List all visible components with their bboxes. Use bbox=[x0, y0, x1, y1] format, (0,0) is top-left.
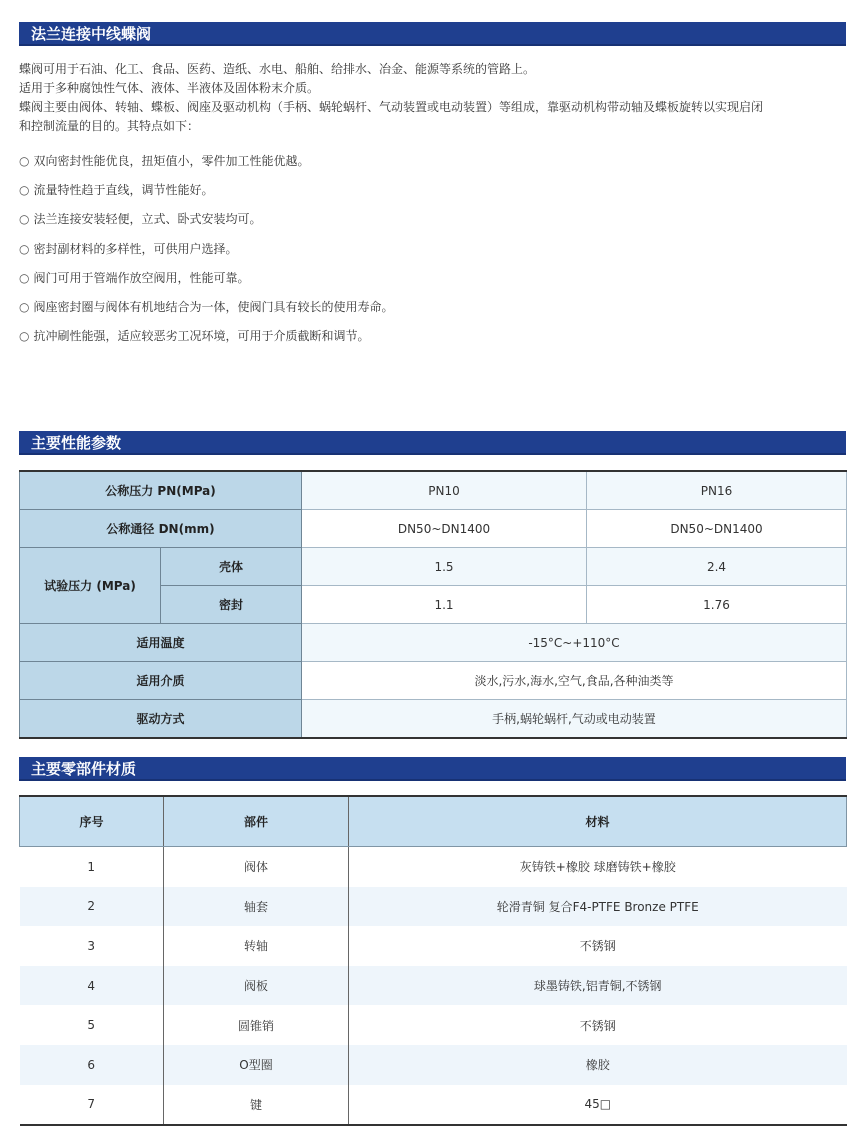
section-title-materials: 主要零部件材质 bbox=[19, 757, 846, 781]
row-part: 圆锥销 bbox=[164, 1005, 349, 1045]
intro-line: 蝶阀可用于石油、化工、食品、医药、造纸、水电、船舶、给排水、冶金、能源等系统的管路上。 bbox=[19, 62, 536, 76]
bullet-circle-icon: ○ bbox=[19, 212, 30, 227]
bullet-circle-icon: ○ bbox=[19, 154, 30, 168]
table-header-row bbox=[20, 796, 847, 847]
row-no: 1 bbox=[20, 847, 164, 887]
test-pressure-label: 试验压力 (MPa) bbox=[20, 548, 161, 624]
row-material: 灰铸铁+橡胶 球磨铸铁+橡胶 bbox=[349, 847, 847, 887]
row-part: 阀板 bbox=[164, 966, 349, 1006]
row-material: 轮滑青铜 复合F4-PTFE Bronze PTFE bbox=[349, 887, 847, 927]
feature-text: 流量特性趋于直线，调节性能好。 bbox=[33, 183, 214, 198]
table-row bbox=[20, 624, 847, 662]
dn-pn10-cell: DN50~DN1400 bbox=[302, 510, 587, 548]
row-part: 轴套 bbox=[164, 887, 349, 927]
row-part: O型圈 bbox=[164, 1045, 349, 1085]
row-material: 不锈钢 bbox=[349, 926, 847, 966]
medium-value: 淡水,污水,海水,空气,食品,各种油类等 bbox=[302, 662, 847, 700]
row-part: 阀体 bbox=[164, 847, 349, 887]
bullet-circle-icon: ○ bbox=[19, 270, 30, 285]
nominal-diameter-label: 公称通径 DN(mm) bbox=[20, 510, 302, 548]
table-row bbox=[20, 966, 847, 1006]
shell-label: 壳体 bbox=[161, 548, 302, 586]
feature-text: 密封副材料的多样性，可供用户选择。 bbox=[33, 241, 238, 256]
bullet-circle-icon: ○ bbox=[19, 329, 30, 344]
row-no: 2 bbox=[20, 887, 164, 927]
row-no: 7 bbox=[20, 1085, 164, 1126]
row-material: 橡胶 bbox=[349, 1045, 847, 1085]
seal-label: 密封 bbox=[161, 586, 302, 624]
row-part: 转轴 bbox=[164, 926, 349, 966]
bullet-circle-icon: ○ bbox=[19, 241, 30, 256]
pn16-cell: PN16 bbox=[587, 471, 847, 510]
bullet-circle-icon: ○ bbox=[19, 299, 30, 314]
column-header-part: 部件 bbox=[164, 796, 349, 847]
intro-line: 和控制流量的目的。其特点如下： bbox=[19, 119, 200, 133]
feature-item bbox=[19, 298, 849, 327]
row-part: 键 bbox=[164, 1085, 349, 1126]
seal-pn16-cell: 1.76 bbox=[587, 586, 847, 624]
bullet-circle-icon: ○ bbox=[19, 183, 30, 198]
table-row bbox=[20, 887, 847, 927]
shell-pn10-cell: 1.5 bbox=[302, 548, 587, 586]
drive-label: 驱动方式 bbox=[20, 700, 302, 739]
table-row bbox=[20, 471, 847, 510]
nominal-pressure-label: 公称压力 PN(MPa) bbox=[20, 471, 302, 510]
feature-item bbox=[19, 210, 849, 239]
seal-pn10-cell: 1.1 bbox=[302, 586, 587, 624]
intro-line: 适用于多种腐蚀性气体、液体、半液体及固体粉末介质。 bbox=[19, 81, 320, 95]
feature-text: 阀门可用于管端作放空阀用，性能可靠。 bbox=[33, 270, 250, 285]
feature-text: 双向密封性能优良，扭矩值小，零件加工性能优越。 bbox=[33, 154, 310, 168]
feature-list bbox=[19, 152, 849, 356]
feature-text: 抗冲刷性能强，适应较恶劣工况环境，可用于介质截断和调节。 bbox=[33, 329, 370, 344]
row-material: 不锈钢 bbox=[349, 1005, 847, 1045]
intro-text bbox=[19, 60, 849, 136]
table-row bbox=[20, 662, 847, 700]
section-title-performance: 主要性能参数 bbox=[19, 431, 846, 455]
feature-item bbox=[19, 240, 849, 269]
feature-text: 法兰连接安装轻便，立式、卧式安装均可。 bbox=[33, 212, 262, 227]
materials-table bbox=[19, 795, 847, 1126]
table-row bbox=[20, 548, 847, 586]
column-header-material: 材料 bbox=[349, 796, 847, 847]
row-material: 45□ bbox=[349, 1085, 847, 1126]
column-header-no: 序号 bbox=[20, 796, 164, 847]
row-no: 5 bbox=[20, 1005, 164, 1045]
intro-line: 蝶阀主要由阀体、转轴、蝶板、阀座及驱动机构（手柄、蜗轮蜗杆、气动装置或电动装置）等组成，靠驱动机构带动轴及蝶板旋转以实现启闭 bbox=[19, 100, 764, 114]
row-no: 4 bbox=[20, 966, 164, 1006]
table-row bbox=[20, 1005, 847, 1045]
table-row bbox=[20, 510, 847, 548]
drive-value: 手柄,蜗轮蜗杆,气动或电动装置 bbox=[302, 700, 847, 739]
table-row bbox=[20, 1045, 847, 1085]
dn-pn16-cell: DN50~DN1400 bbox=[587, 510, 847, 548]
section-title-butterfly-valve: 法兰连接中线蝶阀 bbox=[19, 22, 846, 46]
row-material: 球墨铸铁,铝青铜,不锈钢 bbox=[349, 966, 847, 1006]
table-row bbox=[20, 847, 847, 887]
row-no: 3 bbox=[20, 926, 164, 966]
feature-item bbox=[19, 181, 849, 210]
table-row bbox=[20, 926, 847, 966]
temperature-value: -15°C~+110°C bbox=[302, 624, 847, 662]
pn10-cell: PN10 bbox=[302, 471, 587, 510]
performance-table bbox=[19, 470, 847, 739]
shell-pn16-cell: 2.4 bbox=[587, 548, 847, 586]
table-row bbox=[20, 700, 847, 739]
feature-item bbox=[19, 327, 849, 356]
row-no: 6 bbox=[20, 1045, 164, 1085]
medium-label: 适用介质 bbox=[20, 662, 302, 700]
table-row bbox=[20, 1085, 847, 1126]
feature-item bbox=[19, 269, 849, 298]
temperature-label: 适用温度 bbox=[20, 624, 302, 662]
feature-item bbox=[19, 152, 849, 181]
feature-text: 阀座密封圈与阀体有机地结合为一体，使阀门具有较长的使用寿命。 bbox=[33, 299, 394, 314]
